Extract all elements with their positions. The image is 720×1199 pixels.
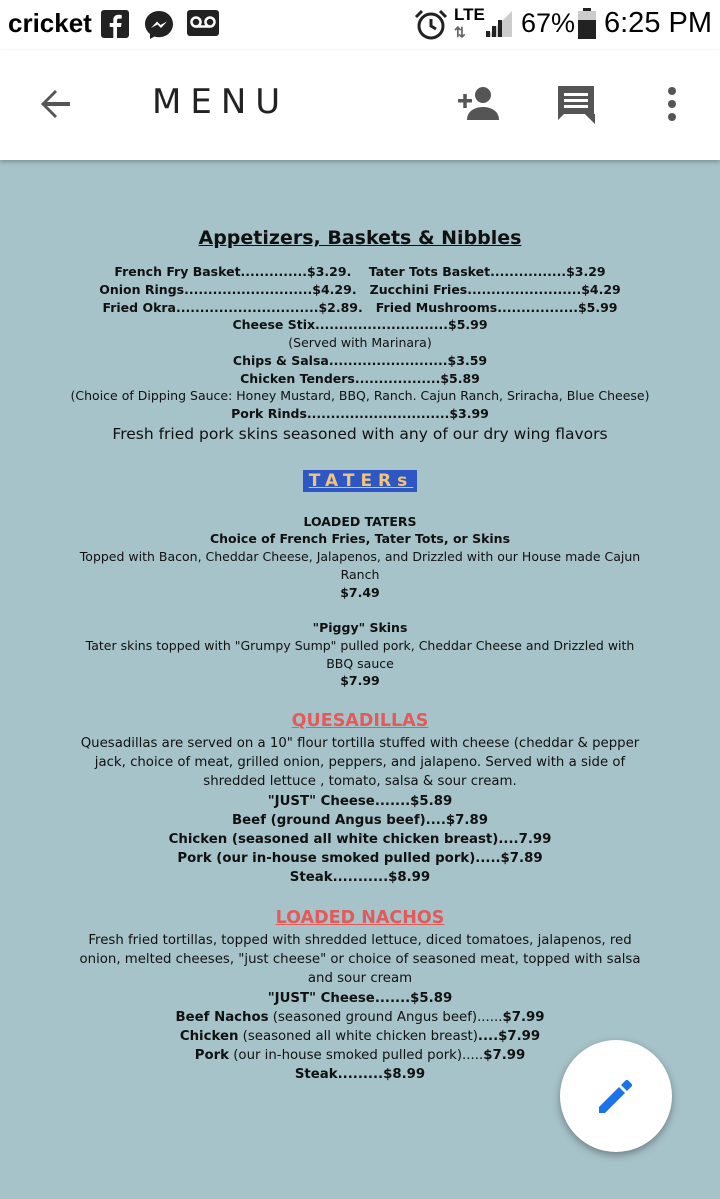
- nachos-chicken-desc: (seasoned all white chicken breast): [238, 1029, 478, 1044]
- comment-icon: [555, 83, 597, 125]
- piggy-skins-name: "Piggy" Skins: [312, 620, 408, 635]
- piggy-skins-desc-1: Tater skins topped with "Grumpy Sump" pulled pork, Cheddar Cheese and Drizzled with: [85, 638, 635, 653]
- loaded-taters-desc-2: Ranch: [340, 567, 380, 582]
- nachos-beef-name: Beef Nachos: [175, 1010, 269, 1025]
- battery-icon: [577, 8, 597, 44]
- page-title: MENU: [152, 82, 290, 122]
- pork-rinds-item: Pork Rinds..............................$3.99: [231, 406, 489, 421]
- appetizers-title: Appetizers, Baskets & Nibbles: [198, 227, 522, 249]
- nachos-cheese-item: "JUST" Cheese.......$5.89: [267, 991, 453, 1006]
- quesadilla-item: Pork (our in-house smoked pulled pork).....$7.89: [177, 851, 543, 866]
- lte-indicator: LTE ⇅: [454, 5, 485, 40]
- nachos-beef-desc: (seasoned ground Angus beef)......: [268, 1010, 503, 1025]
- add-person-button[interactable]: [454, 78, 506, 130]
- nachos-pork-price: $7.99: [483, 1048, 526, 1063]
- cheese-stix-item: Cheese Stix............................$5.99: [232, 317, 488, 332]
- nachos-beef-item: [0, 1010, 720, 1025]
- signal-icon: [484, 9, 514, 43]
- piggy-skins-desc-2: BBQ sauce: [326, 656, 394, 671]
- more-options-button[interactable]: [646, 78, 698, 130]
- nachos-desc-2: onion, melted cheeses, "just cheese" or choice of seasoned meat, topped with salsa: [79, 952, 641, 967]
- nachos-chicken-name: Chicken: [179, 1029, 239, 1044]
- chicken-tenders-item: Chicken Tenders..................$5.89: [240, 371, 480, 386]
- appetizers-row-2: Onion Rings...........................$4.29. Zucchini Fries........................$4.29: [99, 282, 621, 297]
- nachos-desc-3: and sour cream: [307, 971, 413, 986]
- alarm-icon: [414, 9, 448, 45]
- quesadilla-item: Steak...........$8.99: [289, 870, 431, 885]
- taters-title: TATERs: [303, 470, 418, 492]
- quesadillas-desc-3: shredded lettuce , tomato, salsa & sour cream.: [203, 774, 517, 789]
- battery-percentage: 67%: [521, 8, 576, 38]
- facebook-icon: [100, 9, 130, 43]
- chips-salsa-item: Chips & Salsa.........................$3.59: [232, 353, 488, 368]
- add-person-icon: [456, 86, 504, 122]
- quesadillas-desc-2: jack, choice of meat, grilled onion, peppers, and jalapeno. Served with a side of: [94, 755, 626, 770]
- quesadilla-item: Beef (ground Angus beef)....$7.89: [232, 813, 488, 828]
- quesadilla-item: Chicken (seasoned all white chicken breast)....7.99: [168, 832, 552, 847]
- edit-pencil-icon: [596, 1076, 636, 1116]
- nachos-pork-desc: (our in-house smoked pulled pork).....: [229, 1048, 484, 1063]
- nachos-beef-price: $7.99: [502, 1010, 545, 1025]
- loaded-taters-choice: Choice of French Fries, Tater Tots, or Skins: [209, 531, 511, 546]
- appetizers-row-1: French Fry Basket..............$3.29. Tater Tots Basket................$3.29: [114, 264, 606, 279]
- comments-button[interactable]: [550, 78, 602, 130]
- piggy-skins-price: $7.99: [340, 673, 380, 688]
- nachos-desc-1: Fresh fried tortillas, topped with shredded lettuce, diced tomatoes, jalapenos, red: [88, 933, 632, 948]
- quesadillas-desc-1: Quesadillas are served on a 10" flour tortilla stuffed with cheese (cheddar & pepper: [80, 736, 640, 751]
- more-vert-icon: [666, 86, 678, 122]
- nachos-title: LOADED NACHOS: [275, 908, 445, 928]
- appetizers-row-3: Fried Okra..............................$2.89. Fried Mushrooms.................$5.99: [102, 300, 618, 315]
- back-arrow-icon: [38, 86, 74, 122]
- app-bar: [0, 50, 720, 160]
- voicemail-icon: [186, 9, 220, 41]
- quesadilla-item: "JUST" Cheese.......$5.89: [267, 794, 453, 809]
- clock: 6:25 PM: [604, 7, 712, 39]
- quesadillas-title: QUESADILLAS: [291, 711, 429, 731]
- nachos-steak-item: Steak.........$8.99: [294, 1067, 426, 1082]
- taters-heading: [0, 470, 720, 492]
- cheese-stix-note: (Served with Marinara): [288, 335, 432, 350]
- dipping-sauce-note: (Choice of Dipping Sauce: Honey Mustard, BBQ, Ranch. Cajun Ranch, Sriracha, Blue Cheese): [70, 388, 650, 403]
- nachos-pork-name: Pork: [194, 1048, 230, 1063]
- nachos-chicken-price: ....$7.99: [477, 1029, 541, 1044]
- loaded-taters-price: $7.49: [340, 585, 380, 600]
- loaded-taters-desc-1: Topped with Bacon, Cheddar Cheese, Jalapenos, and Drizzled with our House made Cajun: [79, 549, 641, 564]
- messenger-icon: [143, 9, 175, 45]
- pork-rinds-description: Fresh fried pork skins seasoned with any of our dry wing flavors: [112, 425, 608, 443]
- status-bar: [0, 0, 720, 50]
- carrier-name: cricket: [8, 8, 92, 38]
- loaded-taters-name: LOADED TATERS: [303, 514, 417, 529]
- back-button[interactable]: [30, 78, 82, 130]
- edit-fab-button[interactable]: [560, 1040, 672, 1152]
